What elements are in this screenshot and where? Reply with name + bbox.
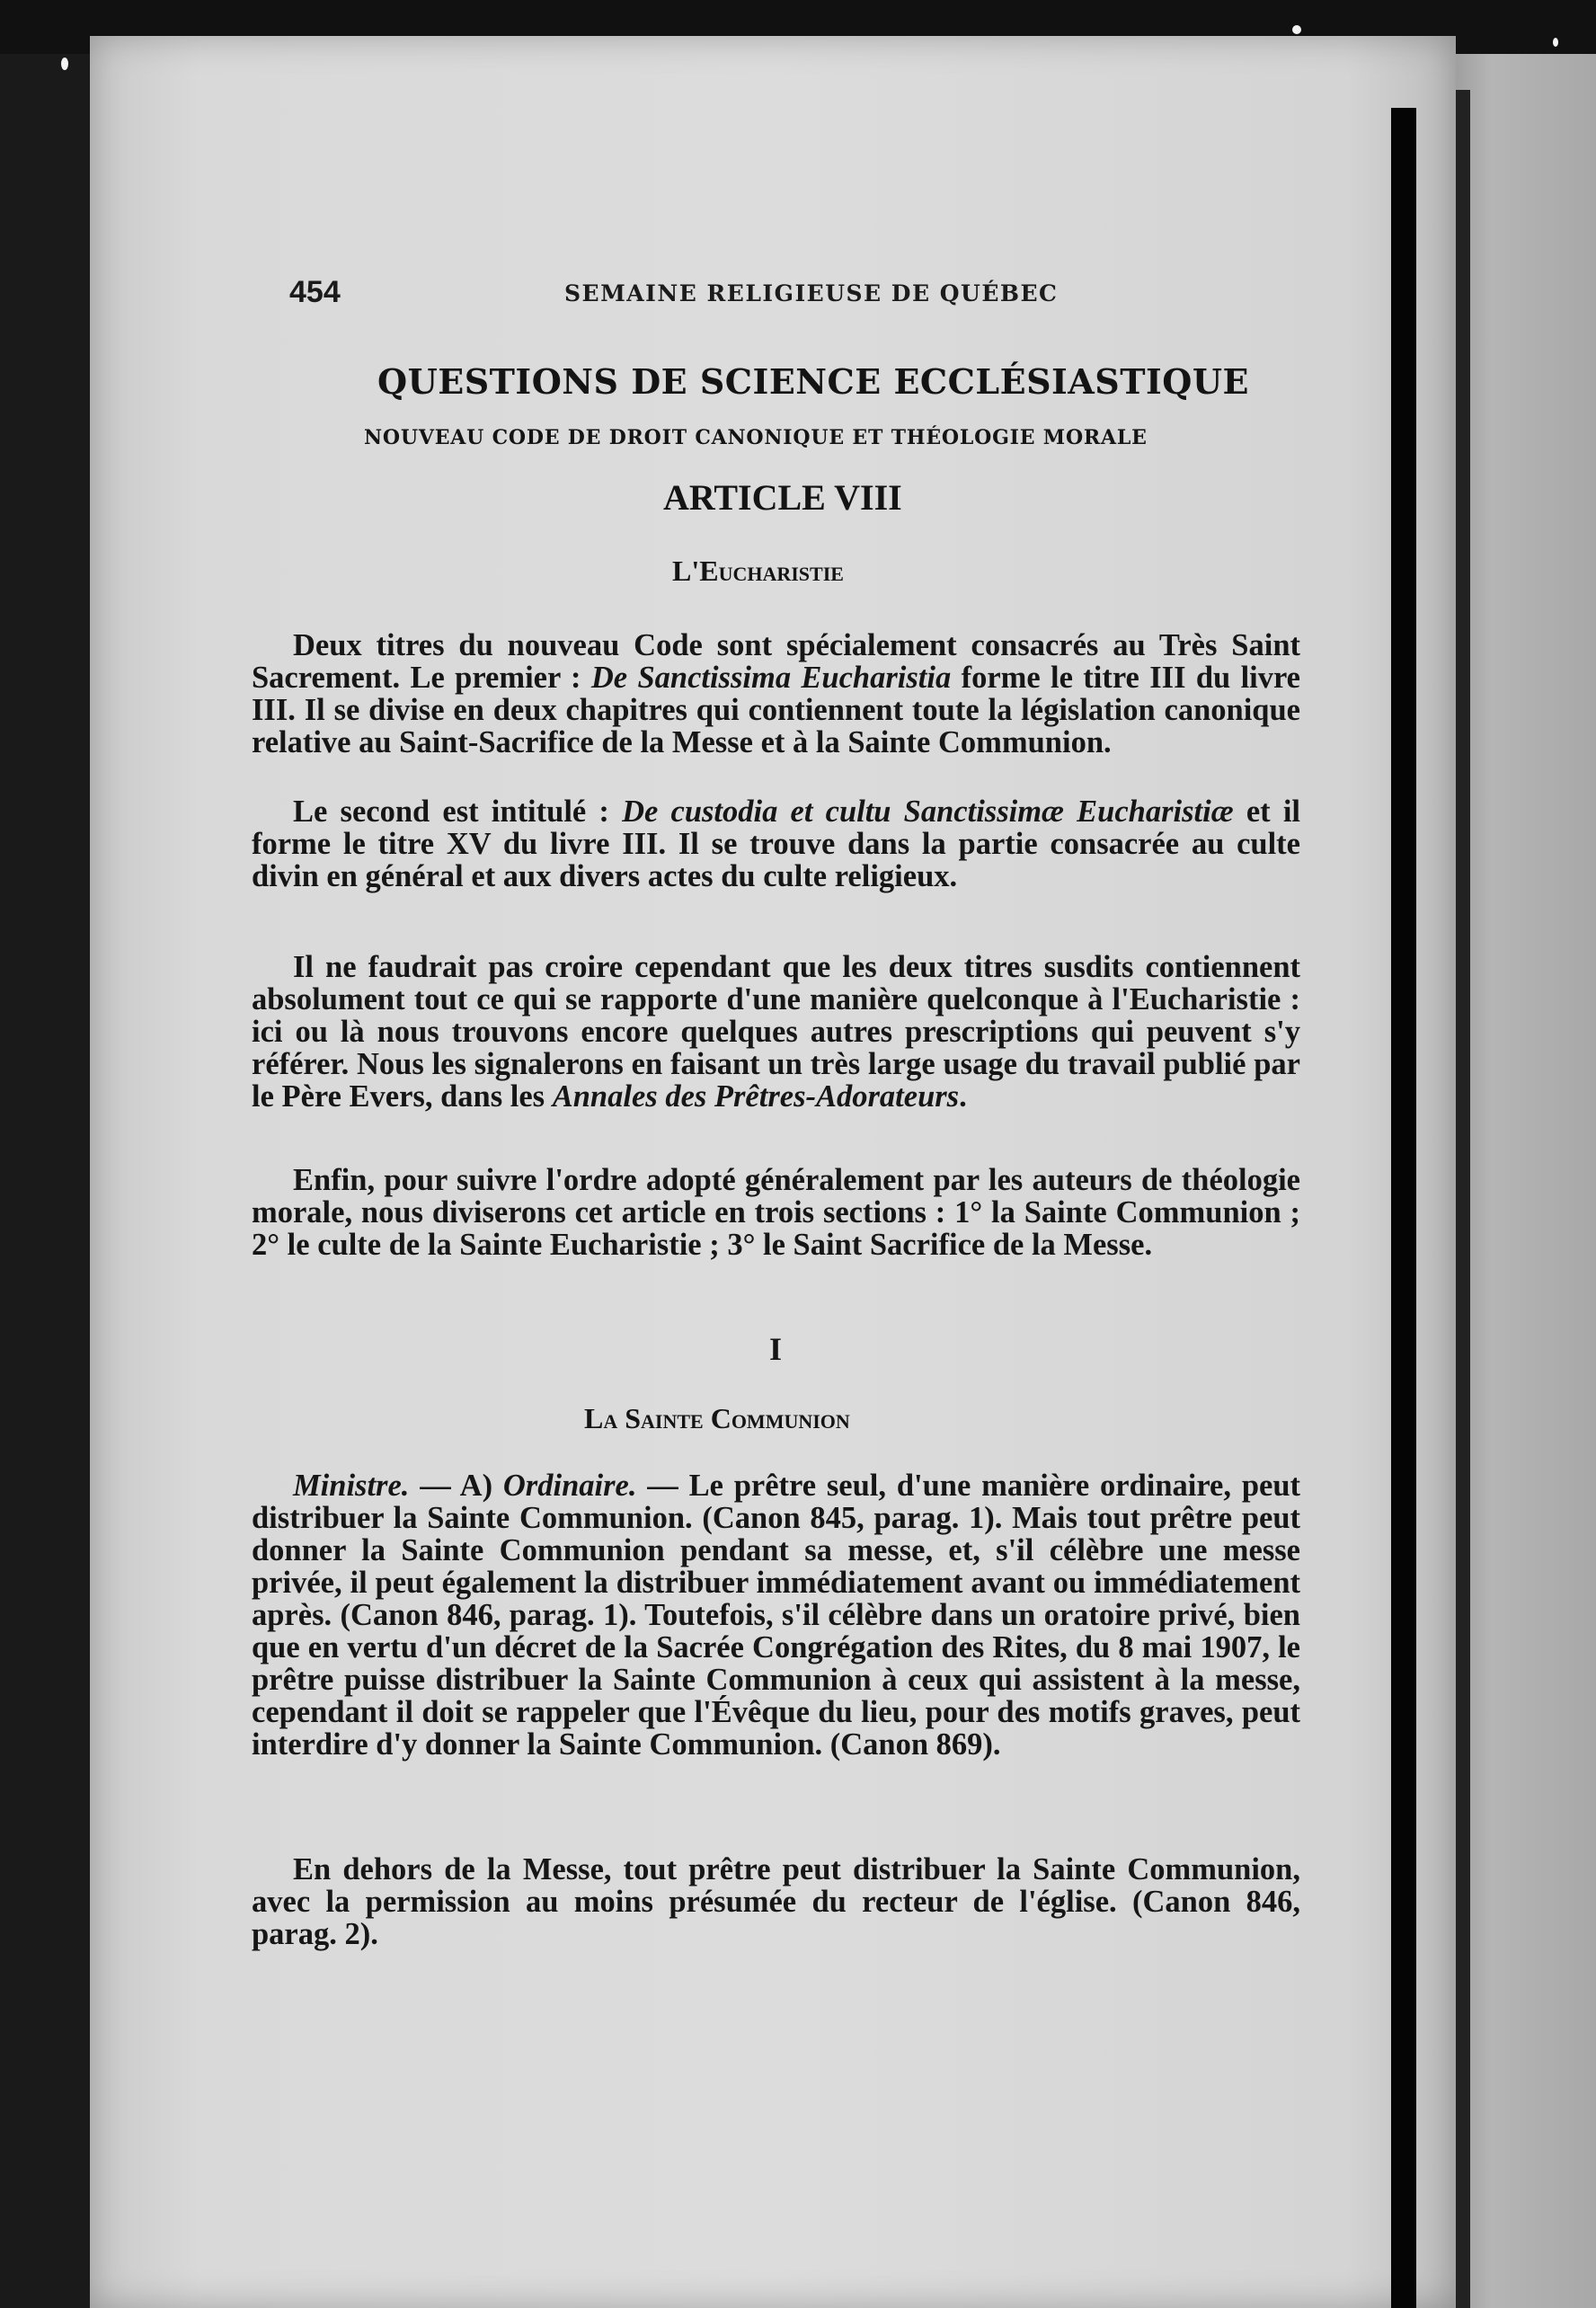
paragraph-5-text-a: — A) (409, 1469, 503, 1503)
dust-speck (1292, 25, 1301, 34)
page-header (289, 275, 1134, 311)
paragraph-5-italic-ordinaire: Ordinaire. (502, 1469, 637, 1503)
chapter-subtitle: NOUVEAU CODE DE DROIT CANONIQUE ET THÉOLOGIE MORALE (364, 426, 1148, 449)
paragraph-4 (252, 1164, 1300, 1261)
paragraph-1-italic: De Sanctissima Eucharistia (590, 661, 952, 695)
section-number: I (769, 1331, 783, 1367)
paragraph-1 (252, 629, 1300, 759)
paragraph-3 (252, 951, 1300, 1113)
paragraph-6 (252, 1853, 1300, 1950)
article-heading: ARTICLE VIII (663, 477, 902, 518)
paragraph-2-italic: De custodia et cultu Sanctissimæ Eucharistiæ (622, 794, 1234, 829)
paragraph-1-text-b: forme le titre III du livre III. Il se divise en deux chapitres qui contiennent toute la législation canonique relative au Saint-Sacrifice de la Messe et à la Sainte Communion. (252, 661, 1300, 759)
dust-speck (61, 58, 68, 70)
paragraph-1-text-a: Deux titres du nouveau Code sont spécialement consacrés au Très Saint Sacrement. Le premier : (252, 628, 1300, 695)
paragraph-3-text-b: . (959, 1079, 967, 1114)
paragraph-2-text-a: Le second est intitulé : (293, 794, 623, 829)
section-heading-communion: La Sainte Communion (584, 1402, 850, 1434)
paragraph-5 (252, 1469, 1300, 1761)
running-head: SEMAINE RELIGIEUSE DE QUÉBEC (564, 280, 1059, 306)
page-gutter (1391, 108, 1416, 2308)
paragraph-3-italic: Annales des Prêtres-Adorateurs (552, 1079, 960, 1114)
chapter-title: QUESTIONS DE SCIENCE ECCLÉSIASTIQUE (377, 361, 1249, 402)
paragraph-2 (252, 795, 1300, 892)
section-heading-eucharistie: L'Eucharistie (672, 555, 844, 587)
paragraph-2-text-b: et il forme le titre XV du livre III. Il se trouve dans la partie consacrée au culte divin en général et aux divers actes du culte religieux. (252, 794, 1300, 893)
paragraph-4-text: Enfin, pour suivre l'ordre adopté généralement par les auteurs de théologie morale, nous diviserons cet article en trois sections : 1° la Sainte Communion ; 2° le culte de la Sainte Eucharistie ; 3° le Saint Sacrifice de la Messe. (252, 1163, 1300, 1262)
dust-speck (1553, 38, 1558, 47)
paragraph-5-italic-ministre: Ministre. (293, 1469, 410, 1503)
paragraph-3-text-a: Il ne faudrait pas croire cependant que les deux titres susdits contiennent absolument tout ce qui se rapporte d'une manière quelconque à l'Eucharistie : ici ou là nous trouvons encore quelques autres prescriptions qui peuvent s'y référer. Nous les signalerons en faisant un très large usage du travail publié par le Père Evers, dans les (252, 950, 1300, 1114)
paragraph-6-text: En dehors de la Messe, tout prêtre peut distribuer la Sainte Communion, avec la permission au moins présumée du recteur de l'église. (Canon 846, parag. 2). (252, 1852, 1300, 1951)
page-number: 454 (289, 275, 341, 309)
paragraph-5-text-b: — Le prêtre seul, d'une manière ordinaire, peut distribuer la Sainte Communion. (Canon 845, parag. 1). Mais tout prêtre peut donner la Sainte Communion pendant sa messe, et, s'il célèbre une messe privée, il peut également la distribuer immédiatement avant ou immédiatement après. (Canon 846, parag. 1). Toutefois, s'il célèbre dans un oratoire privé, bien que en vertu d'un décret de la Sacrée Congrégation des Rites, du 8 mai 1907, le prêtre puisse distribuer la Sainte Communion à ceux qui assistent à la messe, cependant il doit se rappeler que l'Évêque du lieu, pour des motifs graves, peut interdire d'y donner la Sainte Communion. (Canon 869). (252, 1469, 1300, 1762)
